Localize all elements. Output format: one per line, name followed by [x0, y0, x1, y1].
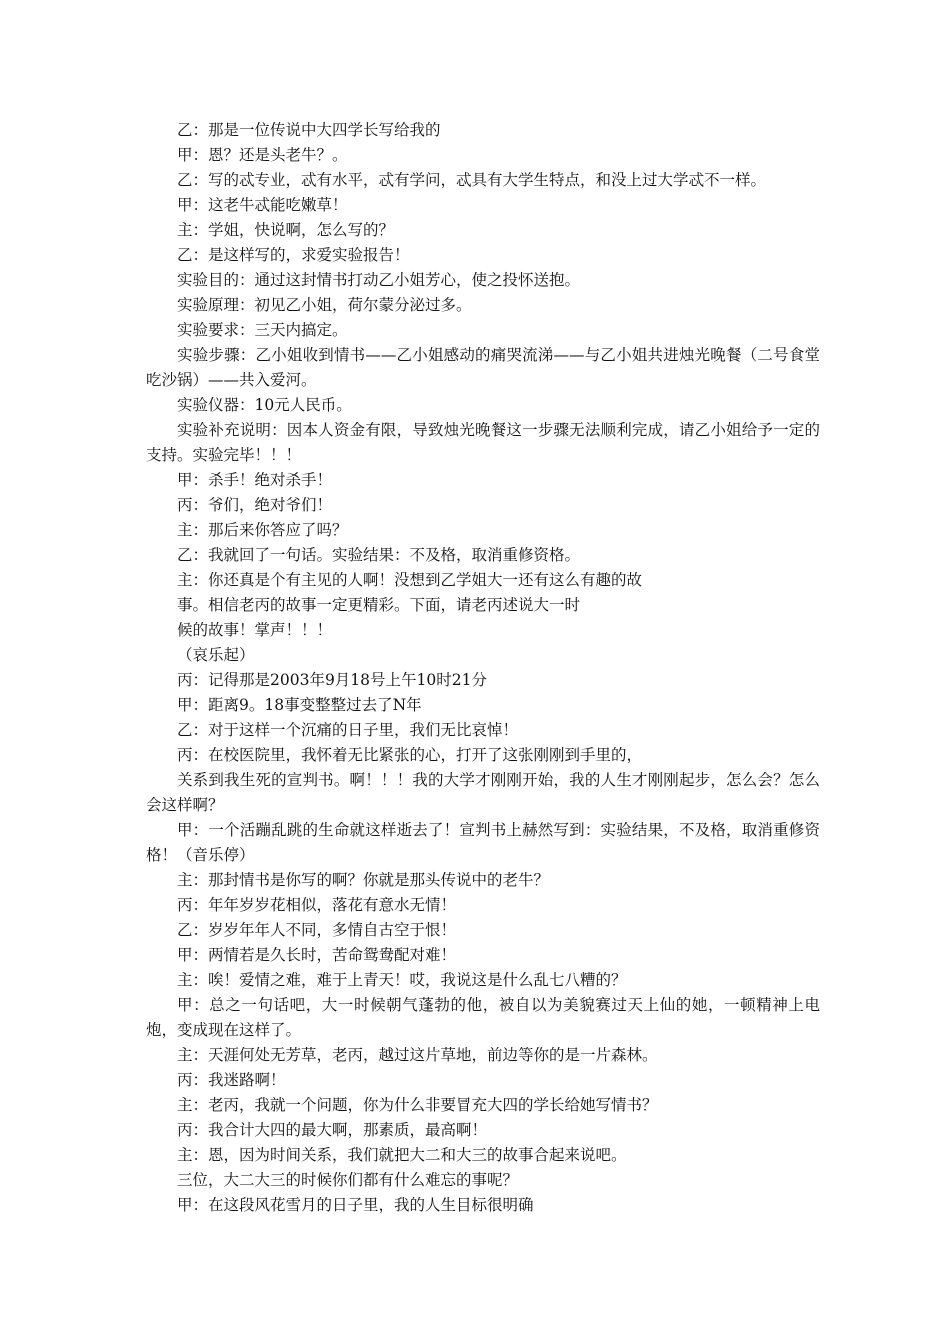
document-page [146, 118, 820, 1218]
paragraph: 事。相信老丙的故事一定更精彩。下面，请老丙述说大一时 [177, 596, 581, 614]
paragraph: 乙：写的忒专业，忒有水平，忒有学问，忒具有大学生特点，和没上过大学忒不一样。 [177, 171, 767, 189]
paragraph: 实验目的：通过这封情书打动乙小姐芳心，使之投怀送抱。 [177, 271, 581, 289]
paragraph: （哀乐起） [177, 646, 255, 664]
paragraph: 甲：这老牛忒能吃嫩草！ [177, 196, 348, 214]
paragraph: 实验补充说明：因本人资金有限，导致烛光晚餐这一步骤无法顺利完成，请乙小姐给予一定的支持。实验完毕！！！ [146, 421, 820, 464]
paragraph: 丙：我迷路啊！ [177, 1071, 286, 1089]
paragraph: 实验要求：三天内搞定。 [177, 321, 348, 339]
paragraph: 乙：那是一位传说中大四学长写给我的 [177, 121, 441, 139]
paragraph: 甲：一个活蹦乱跳的生命就这样逝去了！宣判书上赫然写到：实验结果，不及格，取消重修资格！（音乐停） [146, 821, 820, 864]
paragraph: 主：你还真是个有主见的人啊！没想到乙学姐大一还有这么有趣的故 [177, 571, 643, 589]
paragraph: 主：老丙，我就一个问题，你为什么非要冒充大四的学长给她写情书？ [177, 1096, 658, 1114]
paragraph: 三位，大二大三的时候你们都有什么难忘的事呢？ [177, 1171, 519, 1189]
paragraph: 甲：恩？还是头老牛？。 [177, 146, 348, 164]
paragraph: 乙：是这样写的，求爱实验报告！ [177, 246, 410, 264]
paragraph: 甲：两情若是久长时，苦命鸳鸯配对难！ [177, 946, 457, 964]
paragraph: 主：天涯何处无芳草，老丙，越过这片草地，前边等你的是一片森林。 [177, 1046, 658, 1064]
paragraph: 甲：距离9。18事变整整过去了N年 [177, 696, 422, 714]
paragraph: 丙：在校医院里，我怀着无比紧张的心，打开了这张刚刚到手里的， [177, 746, 643, 764]
paragraph: 丙：年年岁岁花相似，落花有意水无情！ [177, 896, 457, 914]
paragraph: 实验步骤：乙小姐收到情书——乙小姐感动的痛哭流涕——与乙小姐共进烛光晚餐（二号食堂吃沙锅）——共入爱河。 [146, 346, 820, 389]
paragraph: 丙：我合计大四的最大啊，那素质，最高啊！ [177, 1121, 488, 1139]
paragraph: 候的故事！掌声！！！ [177, 621, 333, 639]
paragraph: 主：那后来你答应了吗？ [177, 521, 348, 539]
paragraph: 实验仪器：10元人民币。 [177, 396, 352, 414]
paragraph: 实验原理：初见乙小姐，荷尔蒙分泌过多。 [177, 296, 472, 314]
paragraph: 甲：杀手！绝对杀手！ [177, 471, 333, 489]
paragraph: 乙：岁岁年年人不同，多情自古空于恨！ [177, 921, 457, 939]
paragraph: 丙：记得那是2003年9月18号上午10时21分 [177, 671, 487, 689]
paragraph: 乙：我就回了一句话。实验结果：不及格，取消重修资格。 [177, 546, 581, 564]
paragraph: 甲：在这段风花雪月的日子里，我的人生目标很明确 [177, 1196, 534, 1214]
paragraph: 甲：总之一句话吧，大一时候朝气蓬勃的他，被自以为美貌赛过天上仙的她，一顿精神上电炮，变成现在这样了。 [146, 996, 820, 1039]
paragraph: 主：那封情书是你写的啊？你就是那头传说中的老牛？ [177, 871, 550, 889]
paragraph: 关系到我生死的宣判书。啊！！！我的大学才刚刚开始，我的人生才刚刚起步，怎么会？怎么会这样啊？ [146, 771, 820, 814]
paragraph: 主：唉！爱情之难，难于上青天！哎，我说这是什么乱七八糟的？ [177, 971, 627, 989]
paragraph: 主：学姐，快说啊，怎么写的？ [177, 221, 395, 239]
paragraph: 乙：对于这样一个沉痛的日子里，我们无比哀悼！ [177, 721, 519, 739]
paragraph: 主：恩，因为时间关系，我们就把大二和大三的故事合起来说吧。 [177, 1146, 627, 1164]
paragraph: 丙：爷们，绝对爷们！ [177, 496, 333, 514]
